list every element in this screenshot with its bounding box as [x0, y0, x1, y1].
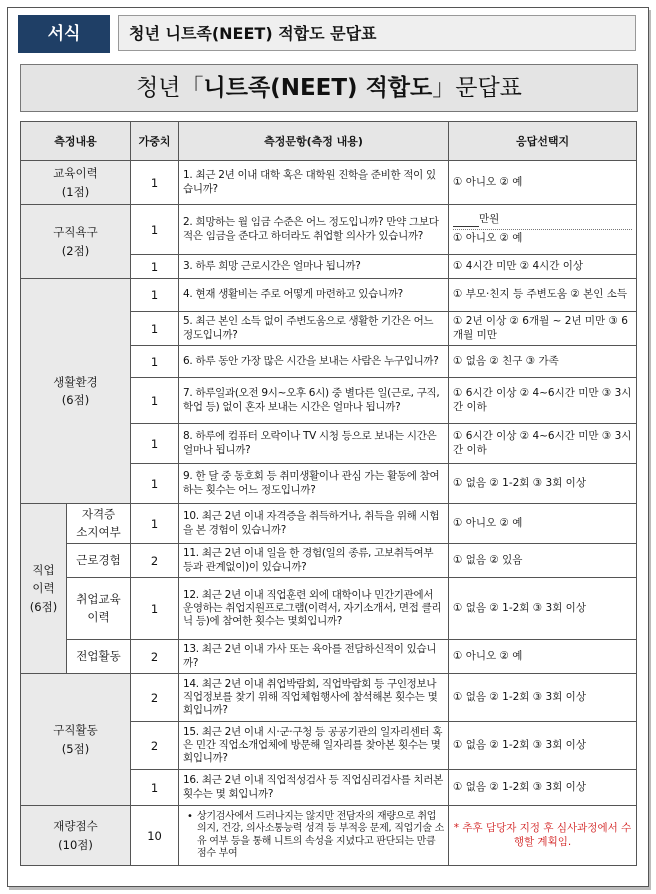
- table-row: [21, 504, 637, 544]
- weight-cell: 1: [131, 161, 179, 205]
- question-cell: 8. 하루에 컴퓨터 오락이나 TV 시청 등으로 보내는 시간은 얼마나 됩니까?: [179, 424, 449, 464]
- answer-cell: ① 없음 ② 1-2회 ③ 3회 이상: [449, 464, 637, 504]
- title-prefix: 청년「: [136, 75, 204, 101]
- table-row: [21, 205, 637, 255]
- question-cell: 14. 최근 2년 이내 취업박람회, 직업박람회 등 구인정보나 직업정보를 찾기 위해 직업체험행사에 참석해본 횟수는 몇 회입니까?: [179, 674, 449, 722]
- weight-cell: 1: [131, 205, 179, 255]
- answer-cell: ① 부모·친지 등 주변도움 ② 본인 소득: [449, 279, 637, 312]
- weight-cell: 1: [131, 504, 179, 544]
- question-cell: 2. 희망하는 월 임금 수준은 어느 정도입니까? 만약 그보다 적은 임금을 준다고 하더라도 취업할 의사가 있습니까?: [179, 205, 449, 255]
- table-row: [21, 674, 637, 722]
- table-row: [21, 578, 637, 640]
- question-cell: 5. 최근 본인 소득 없이 주변도움으로 생활한 기간은 어느 정도입니까?: [179, 312, 449, 346]
- weight-cell: 1: [131, 312, 179, 346]
- answer-cell: ① 없음 ② 친구 ③ 가족: [449, 346, 637, 378]
- col-header-measure: 측정내용: [21, 122, 131, 161]
- col-header-question: 측정문항(측정 내용): [179, 122, 449, 161]
- sub-training: 취업교육 이력: [67, 578, 131, 640]
- form-tag: 서식: [18, 15, 110, 53]
- question-cell: 11. 최근 2년 이내 일을 한 경험(일의 종류, 고보취득여부 등과 관계없이)이 있습니까?: [179, 544, 449, 578]
- form-header-title: 청년 니트족(NEET) 적합도 문답표: [118, 15, 636, 51]
- weight-cell: 1: [131, 464, 179, 504]
- weight-cell: 2: [131, 722, 179, 770]
- weight-cell: 1: [131, 578, 179, 640]
- answer-note: * 추후 담당자 지정 후 심사과정에서 수행할 계획임.: [449, 806, 637, 866]
- weight-cell: 2: [131, 640, 179, 674]
- title-bold: 니트족(NEET) 적합도: [203, 75, 433, 101]
- answer-cell: ① 없음 ② 1-2회 ③ 3회 이상: [449, 722, 637, 770]
- sub-homemaker: 전업활동: [67, 640, 131, 674]
- sub-cert: 자격증 소지여부: [67, 504, 131, 544]
- question-cell: 15. 최근 2년 이내 시·군·구청 등 공공기관의 일자리센터 혹은 민간 직업소개업체에 방문해 일자리를 찾아본 횟수는 몇 회입니까?: [179, 722, 449, 770]
- answer-cell: ① 6시간 이상 ② 4~6시간 미만 ③ 3시간 이하: [449, 378, 637, 424]
- category-discretion: 재량점수 (10점): [21, 806, 131, 866]
- answer-options: ① 아니오 ② 예: [453, 232, 523, 244]
- weight-cell: 1: [131, 424, 179, 464]
- answer-cell: ① 6시간 이상 ② 4~6시간 미만 ③ 3시간 이하: [449, 424, 637, 464]
- answer-cell: ① 없음 ② 있음: [449, 544, 637, 578]
- category-search: 구직활동 (5점): [21, 674, 131, 806]
- weight-cell: 1: [131, 255, 179, 279]
- page-title: [20, 64, 638, 112]
- question-cell: [179, 806, 449, 866]
- category-job-desire: 구직욕구 (2점): [21, 205, 131, 279]
- answer-cell: [449, 205, 637, 255]
- table-row: [21, 279, 637, 312]
- question-cell: 10. 최근 2년 이내 자격증을 취득하거나, 취득을 위해 시험을 본 경험이 있습니까?: [179, 504, 449, 544]
- col-header-answer: 응답선택지: [449, 122, 637, 161]
- answer-cell: ① 아니오 ② 예: [449, 161, 637, 205]
- form-header: [18, 15, 636, 53]
- table-header-row: [21, 122, 637, 161]
- category-living: 생활환경 (6점): [21, 279, 131, 504]
- wage-blank[interactable]: [453, 216, 479, 227]
- table-row: [21, 161, 637, 205]
- dotted-divider: [453, 229, 632, 230]
- sub-work: 근로경험: [67, 544, 131, 578]
- weight-cell: 2: [131, 544, 179, 578]
- table-row: [21, 640, 637, 674]
- weight-cell: 1: [131, 378, 179, 424]
- answer-cell: ① 2년 이상 ② 6개월 ~ 2년 미만 ③ 6개월 미만: [449, 312, 637, 346]
- questionnaire-table: [20, 121, 637, 866]
- answer-cell: ① 없음 ② 1-2회 ③ 3회 이상: [449, 674, 637, 722]
- col-header-weight: 가중치: [131, 122, 179, 161]
- question-cell: 12. 최근 2년 이내 직업훈련 외에 대학이나 민간기관에서 운영하는 취업지원프로그램(이력서, 자기소개서, 면접 클리닉 등)에 참여한 횟수는 몇회입니까?: [179, 578, 449, 640]
- weight-cell: 10: [131, 806, 179, 866]
- wage-unit: 만원: [479, 213, 500, 226]
- wage-input-line: [453, 213, 632, 227]
- answer-cell: ① 없음 ② 1-2회 ③ 3회 이상: [449, 578, 637, 640]
- question-cell: 16. 최근 2년 이내 직업적성검사 등 직업심리검사를 치러본 횟수는 몇 회입니까?: [179, 770, 449, 806]
- discretion-note: • 상기검사에서 드러나지는 않지만 전담자의 재량으로 취업의지, 건강, 의사소통능력 성격 등 부적응 문제, 직업기술 소유 여부 등을 통해 니트의 속성을 지녔다고 판단되는 만큼 점수 부여: [183, 811, 444, 861]
- answer-cell: ① 4시간 미만 ② 4시간 이상: [449, 255, 637, 279]
- question-cell: 4. 현재 생활비는 주로 어떻게 마련하고 있습니까?: [179, 279, 449, 312]
- weight-cell: 1: [131, 279, 179, 312]
- question-cell: 1. 최근 2년 이내 대학 혹은 대학원 진학을 준비한 적이 있습니까?: [179, 161, 449, 205]
- table-row: [21, 544, 637, 578]
- title-suffix: 」문답표: [432, 75, 522, 101]
- category-edu: 교육이력 (1점): [21, 161, 131, 205]
- category-career: 직업 이력 (6점): [21, 504, 67, 674]
- question-cell: 9. 한 달 중 동호회 등 취미생활이나 관심 가는 활동에 참여하는 횟수는 어느 정도입니까?: [179, 464, 449, 504]
- question-cell: 3. 하루 희망 근로시간은 얼마나 됩니까?: [179, 255, 449, 279]
- question-cell: 13. 최근 2년 이내 가사 또는 육아를 전담하신적이 있습니까?: [179, 640, 449, 674]
- answer-cell: ① 아니오 ② 예: [449, 640, 637, 674]
- weight-cell: 2: [131, 674, 179, 722]
- weight-cell: 1: [131, 770, 179, 806]
- question-cell: 7. 하루일과(오전 9시~오후 6시) 중 별다른 일(근로, 구직, 학업 등) 없이 혼자 보내는 시간은 얼마나 됩니까?: [179, 378, 449, 424]
- weight-cell: 1: [131, 346, 179, 378]
- answer-cell: ① 아니오 ② 예: [449, 504, 637, 544]
- question-cell: 6. 하루 동안 가장 많은 시간을 보내는 사람은 누구입니까?: [179, 346, 449, 378]
- answer-cell: ① 없음 ② 1-2회 ③ 3회 이상: [449, 770, 637, 806]
- table-row: [21, 806, 637, 866]
